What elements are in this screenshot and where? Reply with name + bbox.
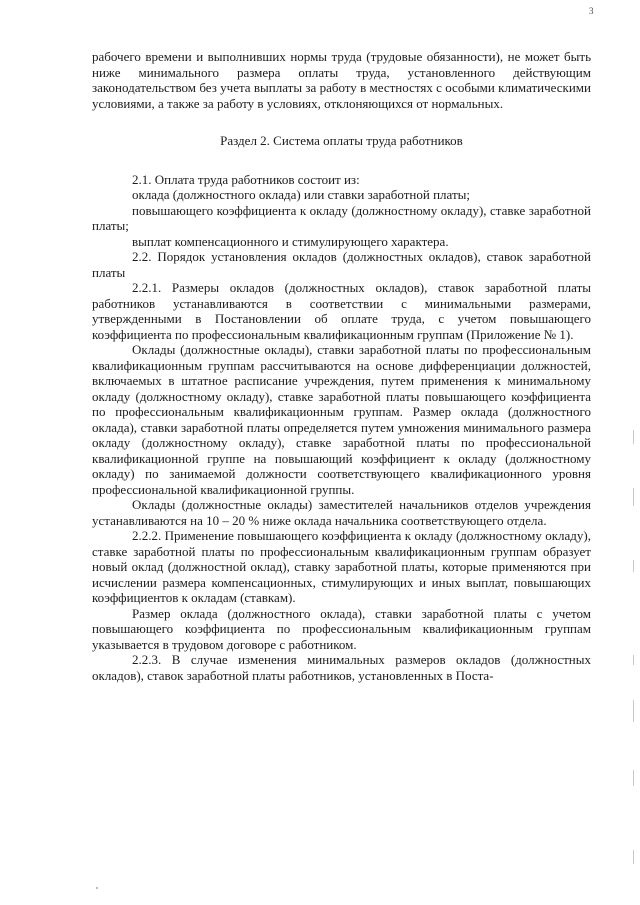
clause-2-1: 2.1. Оплата труда работников состоит из: bbox=[132, 171, 360, 187]
paragraph-zamestiteli: Оклады (должностные оклады) заместителей начальников отделов учреждения устанавливаются на 10 – 20 % ниже оклада начальника соответствующего отдела. bbox=[92, 497, 591, 528]
scan-artifact bbox=[633, 700, 634, 722]
paragraph-oklady: Оклады (должностные оклады), ставки заработной платы по профессиональным квалификационным группам рассчитываются на основе дифференциации должностей, включаемых в штатное расписание учреждения, путем применения к минимальному окладу (должностному окладу), ставке заработной платы повышающего коэффициента по профессиональным квалификационным группам. Размер оклада (должностного оклада), ставки заработной платы определяется путем умножения минимального размера окладу (должностному окладу), ставке заработной платы по профессиональной квалификационной группе на повышающий коэффициент к окладу (должностному окладу) по занимаемой должности соответствующего квалификационного уровня профессиональной квалификационной группы. bbox=[92, 342, 591, 497]
intro-paragraph: рабочего времени и выполнивших нормы труда (трудовые обязанности), не может быть ниже минимального размера оплаты труда, установленного действующим законодательством без учета выплаты за работу в местностях с особыми климатическими условиями, а также за работу в условиях, отклоняющихся от нормальных. bbox=[92, 49, 591, 111]
scan-artifact bbox=[633, 655, 634, 665]
clause-2-2-2: 2.2.2. Применение повышающего коэффициента к окладу (должностному окладу), ставке заработной платы по профессиональным квалификационным группам образует новый оклад (должностной оклад), ставку заработной платы, которые применяются при исчислении размера компенсационных, стимулирующих и иных выплат, повышающих коэффициентов к окладам (ставкам). bbox=[92, 528, 591, 605]
clause-2-1-item: оклада (должностного оклада) или ставки заработной платы; bbox=[132, 187, 470, 202]
clause-2-2-3: 2.2.3. В случае изменения минимальных размеров окладов (должностных окладов), ставок заработной платы работников, установленных в Поста- bbox=[92, 652, 591, 683]
section-heading: Раздел 2. Система оплаты труда работников bbox=[220, 133, 463, 148]
scan-artifact bbox=[633, 770, 634, 786]
paragraph-razmer: Размер оклада (должностного оклада), ставки заработной платы с учетом повышающего коэффициента по профессиональным квалификационным группам указывается в трудовом договоре с работником. bbox=[92, 605, 591, 652]
scan-artifact bbox=[633, 430, 634, 444]
page-number: 3 bbox=[589, 6, 594, 16]
clause-2-2: 2.2. Порядок установления окладов (должностных окладов), ставок заработной платы bbox=[92, 249, 591, 280]
scan-artifact bbox=[633, 488, 634, 506]
scan-artifact bbox=[96, 887, 98, 889]
clause-2-1-item: повышающего коэффициента к окладу (должностному окладу), ставке заработной платы; bbox=[92, 202, 591, 233]
clause-2-2-1: 2.2.1. Размеры окладов (должностных окладов), ставок заработной платы работников устанавливаются в соответствии с минимальными размерами, утвержденными в Постановлении об оплате труда, с учетом повышающего коэффициента по профессиональным квалификационным группам (Приложение № 1). bbox=[92, 280, 591, 342]
document-body bbox=[92, 49, 591, 683]
scan-artifact bbox=[633, 560, 634, 572]
clause-2-1-item: выплат компенсационного и стимулирующего характера. bbox=[132, 233, 449, 249]
scan-artifact bbox=[633, 850, 634, 864]
